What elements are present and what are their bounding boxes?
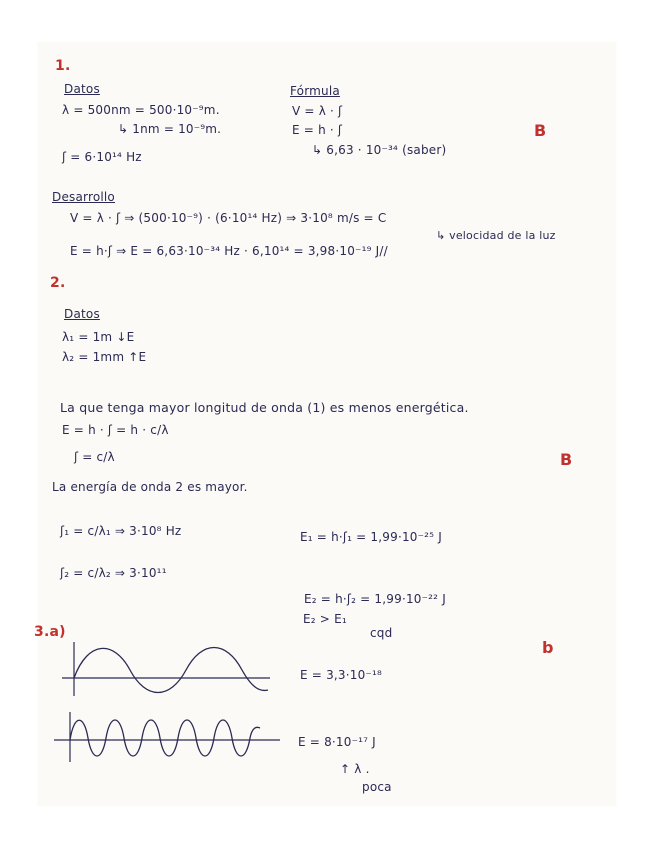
- q1-calc-energy: E = h·ʃ ⇒ E = 6,63·10⁻³⁴ Hz · 6,10¹⁴ = 3,98·10⁻¹⁹ J//: [70, 244, 388, 258]
- q3-note-line1: ↑ λ .: [340, 762, 370, 776]
- q2-f2: ʃ₂ = c/λ₂ ⇒ 3·10¹¹: [60, 566, 167, 580]
- q3-energy-b: E = 8·10⁻¹⁷ J: [298, 735, 376, 749]
- q2-lambda2: λ₂ = 1mm ↑E: [62, 350, 147, 364]
- q2-cqd: cqd: [370, 626, 393, 640]
- q1-desarrollo-heading: Desarrollo: [52, 190, 115, 204]
- q1-nm-conversion: ↳ 1nm = 10⁻⁹m.: [118, 122, 222, 136]
- q2-grade: B: [560, 450, 573, 469]
- q2-statement: La que tenga mayor longitud de onda (1) es menos energética.: [60, 400, 469, 415]
- q1-formula-v: V = λ · ʃ: [292, 104, 343, 118]
- question-3-number: 3.a): [34, 624, 66, 640]
- q3-grade: b: [542, 638, 554, 657]
- q2-datos-heading: Datos: [64, 307, 100, 321]
- q2-compare: E₂ > E₁: [303, 612, 347, 626]
- long-wavelength-wave-diagram: [60, 636, 280, 702]
- q1-datos-heading: Datos: [64, 82, 100, 96]
- q1-frequency: ʃ = 6·10¹⁴ Hz: [62, 150, 142, 164]
- q2-conclusion: La energía de onda 2 es mayor.: [52, 480, 248, 494]
- wave-a-curve: [74, 648, 268, 693]
- q1-formula-heading: Fórmula: [290, 84, 340, 98]
- q3-note-line2: poca: [362, 780, 392, 794]
- q1-light-note: ↳ velocidad de la luz: [436, 229, 556, 242]
- q1-lambda-line: λ = 500nm = 500·10⁻⁹m.: [62, 103, 220, 117]
- question-1-number: 1.: [55, 58, 71, 74]
- question-2-number: 2.: [50, 275, 66, 291]
- q2-lambda1: λ₁ = 1m ↓E: [62, 330, 135, 344]
- q3-energy-a: E = 3,3·10⁻¹⁸: [300, 668, 382, 682]
- wave-b-curve: [70, 720, 260, 756]
- q1-calc-speed: V = λ · ʃ ⇒ (500·10⁻⁹) · (6·10¹⁴ Hz) ⇒ 3·10⁸ m/s = C: [70, 211, 387, 225]
- q1-h-value: ↳ 6,63 · 10⁻³⁴ (saber): [312, 143, 447, 157]
- q2-f1: ʃ₁ = c/λ₁ ⇒ 3·10⁸ Hz: [60, 524, 182, 538]
- short-wavelength-wave-diagram: [52, 708, 282, 766]
- q1-formula-e: E = h · ʃ: [292, 123, 343, 137]
- q2-e2: E₂ = h·ʃ₂ = 1,99·10⁻²² J: [304, 592, 446, 606]
- q2-eq-f: ʃ = c/λ: [74, 450, 115, 464]
- q2-eq-e: E = h · ʃ = h · c/λ: [62, 423, 169, 437]
- q1-grade: B: [534, 121, 547, 140]
- q2-e1: E₁ = h·ʃ₁ = 1,99·10⁻²⁵ J: [300, 530, 442, 544]
